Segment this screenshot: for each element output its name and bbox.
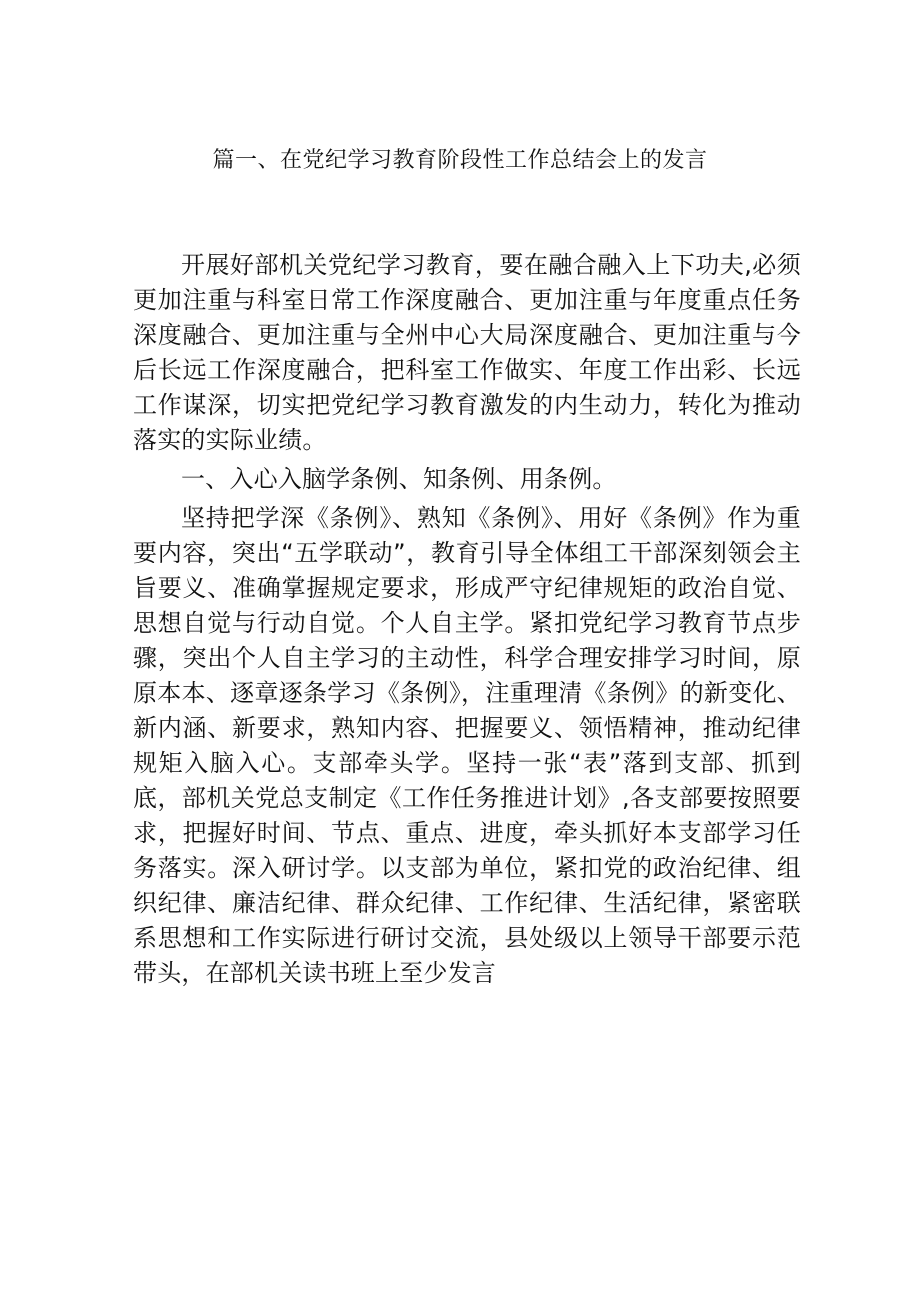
section-heading: 一、入心入脑学条例、知条例、用条例。 [181,465,617,493]
paragraph-intro: 开展好部机关党纪学习教育，要在融合融入上下功夫,必须更加注重与科室日常工作深度融合、更加注重与年度重点任务深度融合、更加注重与全州中心大局深度融合、更加注重与今后长远工作深度融合，把科室工作做实、年度工作出彩、长远工作谋深，切实把党纪学习教育激发的内生动力，转化为推动落实的实际业绩。 [133,251,801,454]
document-body [133,248,801,995]
document-title: 篇一、在党纪学习教育阶段性工作总结会上的发言 [212,148,708,173]
paragraph-section-one: 坚持把学深《条例》、熟知《条例》、用好《条例》作为重要内容，突出“五学联动”，教育引导全体组工干部深刻领会主旨要义、准确掌握规定要求，形成严守纪律规矩的政治自觉、思想自觉与行动自觉。个人自主学。紧扣党纪学习教育节点步骤，突出个人自主学习的主动性，科学合理安排学习时间，原原本本、逐章逐条学习《条例》，注重理清《条例》的新变化、新内涵、新要求，熟知内容、把握要义、领悟精神，推动纪律规矩入脑入心。支部牵头学。坚持一张“表”落到支部、抓到底，部机关党总支制定《工作任务推进计划》,各支部要按照要求，把握好时间、节点、重点、进度，牵头抓好本支部学习任务落实。深入研讨学。以支部为单位，紧扣党的政治纪律、组织纪律、廉洁纪律、群众纪律、工作纪律、生活纪律，紧密联系思想和工作实际进行研讨交流，县处级以上领导干部要示范带头，在部机关读书班上至少发言 [133,504,801,987]
